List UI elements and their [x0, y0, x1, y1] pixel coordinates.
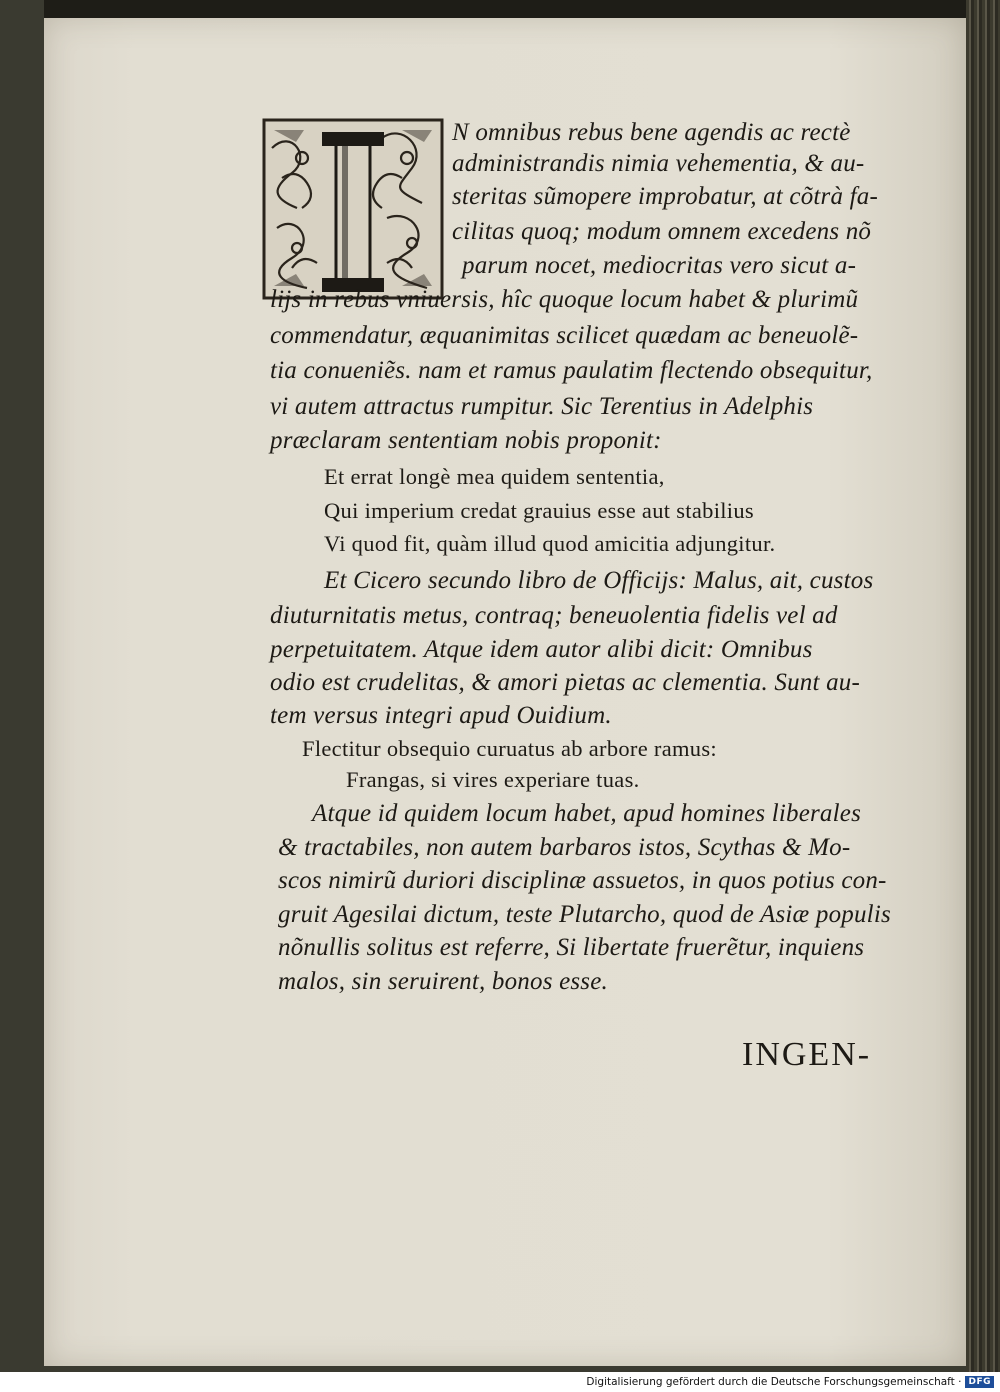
decorated-initial — [262, 118, 444, 300]
footer-bar — [0, 1372, 1000, 1392]
body3-line-5: nõnullis solitus est referre, Si libertate fruerẽtur, inquiens — [278, 934, 865, 961]
body3-line-2: & tractabiles, non autem barbaros istos, Scythas & Mo- — [278, 834, 851, 861]
footer-text: Digitalisierung gefördert durch die Deutsche Forschungsgemeinschaft · — [586, 1376, 962, 1388]
dfg-logo: DFG — [965, 1376, 994, 1388]
verse-1-line-2: Qui imperium credat grauius esse aut stabilius — [324, 498, 754, 523]
body3-line-3: scos nimirũ duriori disciplinæ assuetos, in quos potius con- — [278, 867, 887, 894]
verse-2-line-1: Flectitur obsequio curuatus ab arbore ramus: — [302, 736, 717, 761]
verse-1-line-1: Et errat longè mea quidem sententia, — [324, 464, 665, 489]
catchword: INGEN- — [742, 1036, 872, 1073]
verse-1-line-3: Vi quod fit, quàm illud quod amicitia adjungitur. — [324, 531, 776, 556]
body2-line-2: diuturnitatis metus, contraq; beneuolentia fidelis vel ad — [270, 602, 838, 629]
verse-2-line-2: Frangas, si vires experiare tuas. — [346, 767, 640, 792]
body-line-5: parum nocet, mediocritas vero sicut a- — [462, 252, 857, 279]
body-line-1: N omnibus rebus bene agendis ac rectè — [452, 119, 851, 146]
body3-line-1: Atque id quidem locum habet, apud homines liberales — [312, 800, 862, 827]
body-line-10: præclaram sententiam nobis proponit: — [270, 427, 662, 454]
body3-line-6: malos, sin seruirent, bonos esse. — [278, 968, 608, 995]
body-line-7: commendatur, æquanimitas scilicet quædam ac beneuolẽ- — [270, 322, 859, 349]
body2-line-5: tem versus integri apud Ouidium. — [270, 702, 612, 729]
body-line-8: tia conueniẽs. nam et ramus paulatim flectendo obsequitur, — [270, 357, 873, 384]
body2-line-3: perpetuitatem. Atque idem autor alibi dicit: Omnibus — [270, 636, 813, 663]
body-line-4: cilitas quoq; modum omnem excedens nõ — [452, 218, 872, 245]
body-line-6: lijs in rebus vniuersis, hîc quoque locum habet & plurimũ — [270, 286, 859, 313]
body-line-3: steritas sũmopere improbatur, at cõtrà fa- — [452, 183, 878, 210]
body-line-2: administrandis nimia vehementia, & au- — [452, 150, 865, 177]
body3-line-4: gruit Agesilai dictum, teste Plutarcho, quod de Asiæ populis — [278, 901, 891, 928]
book-page-edges — [966, 0, 1000, 1372]
body2-line-1: Et Cicero secundo libro de Officijs: Malus, ait, custos — [324, 567, 874, 594]
body2-line-4: odio est crudelitas, & amori pietas ac clementia. Sunt au- — [270, 669, 860, 696]
book-fold — [44, 0, 966, 18]
body-line-9: vi autem attractus rumpitur. Sic Terentius in Adelphis — [270, 393, 814, 420]
